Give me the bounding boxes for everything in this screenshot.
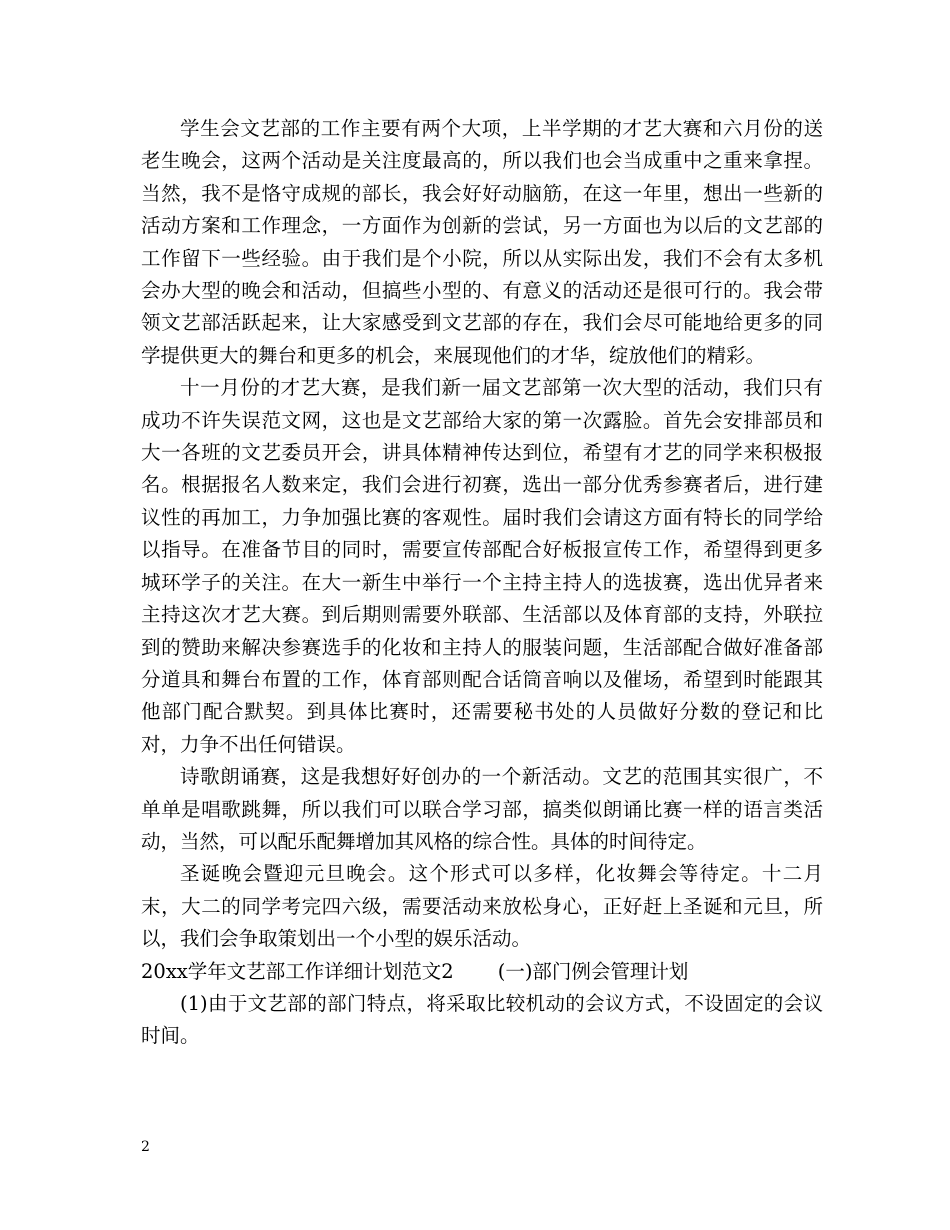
- paragraph-talent-contest: 十一月份的才艺大赛，是我们新一届文艺部第一次大型的活动，我们只有成功不许失误范文网，这也是文艺部给大家的第一次露脸。首先会安排部员和大一各班的文艺委员开会，讲具体精神传达到位，希望有才艺的同学来积极报名。根据报名人数来定，我们会进行初赛，选出一部分优秀参赛者后，进行建议性的再加工，力争加强比赛的客观性。届时我们会请这方面有特长的同学给以指导。在准备节目的同时，需要宣传部配合好板报宣传工作，希望得到更多城环学子的关注。在大一新生中举行一个主持主持人的选拔赛，选出优异者来主持这次才艺大赛。到后期则需要外联部、生活部以及体育部的支持，外联拉到的赞助来解决参赛选手的化妆和主持人的服装问题，生活部配合做好准备部分道具和舞台布置的工作，体育部则配合话筒音响以及催场，希望到时能跟其他部门配合默契。到具体比赛时，还需要秘书处的人员做好分数的登记和比对，力争不出任何错误。: [141, 376, 823, 756]
- document-title: 20xx学年文艺部工作详细计划范文2: [141, 959, 454, 983]
- paragraph-christmas-party: 圣诞晚会暨迎元旦晚会。这个形式可以多样，化妆舞会等待定。十二月末，大二的同学考完四六级，需要活动来放松身心，正好赶上圣诞和元旦，所以，我们会争取策划出一个小型的娱乐活动。: [141, 862, 823, 951]
- section-heading-line: [141, 956, 823, 988]
- paragraph-poetry-recital: 诗歌朗诵赛，这是我想好好创办的一个新活动。文艺的范围其实很广，不单单是唱歌跳舞，所以我们可以联合学习部，搞类似朗诵比赛一样的语言类活动，当然，可以配乐配舞增加其风格的综合性。具体的时间待定。: [141, 765, 823, 853]
- section-title: (一)部门例会管理计划: [497, 959, 689, 983]
- paragraph-intro: 学生会文艺部的工作主要有两个大项，上半学期的才艺大赛和六月份的送老生晚会，这两个活动是关注度最高的，所以我们也会当成重中之重来拿捏。当然，我不是恪守成规的部长，我会好好动脑筋，在这一年里，想出一些新的活动方案和工作理念，一方面作为创新的尝试，另一方面也为以后的文艺部的工作留下一些经验。由于我们是个小院，所以从实际出发，我们不会有太多机会办大型的晚会和活动，但搞些小型的、有意义的活动还是很可行的。我会带领文艺部活跃起来，让大家感受到文艺部的存在，我们会尽可能地给更多的同学提供更大的舞台和更多的机会，来展现他们的才华，绽放他们的精彩。: [141, 117, 823, 367]
- document-body: [141, 113, 823, 1053]
- page-number: 2: [141, 1139, 150, 1155]
- list-item-1: (1)由于文艺部的部门特点，将采取比较机动的会议方式，不设固定的会议时间。: [141, 991, 823, 1048]
